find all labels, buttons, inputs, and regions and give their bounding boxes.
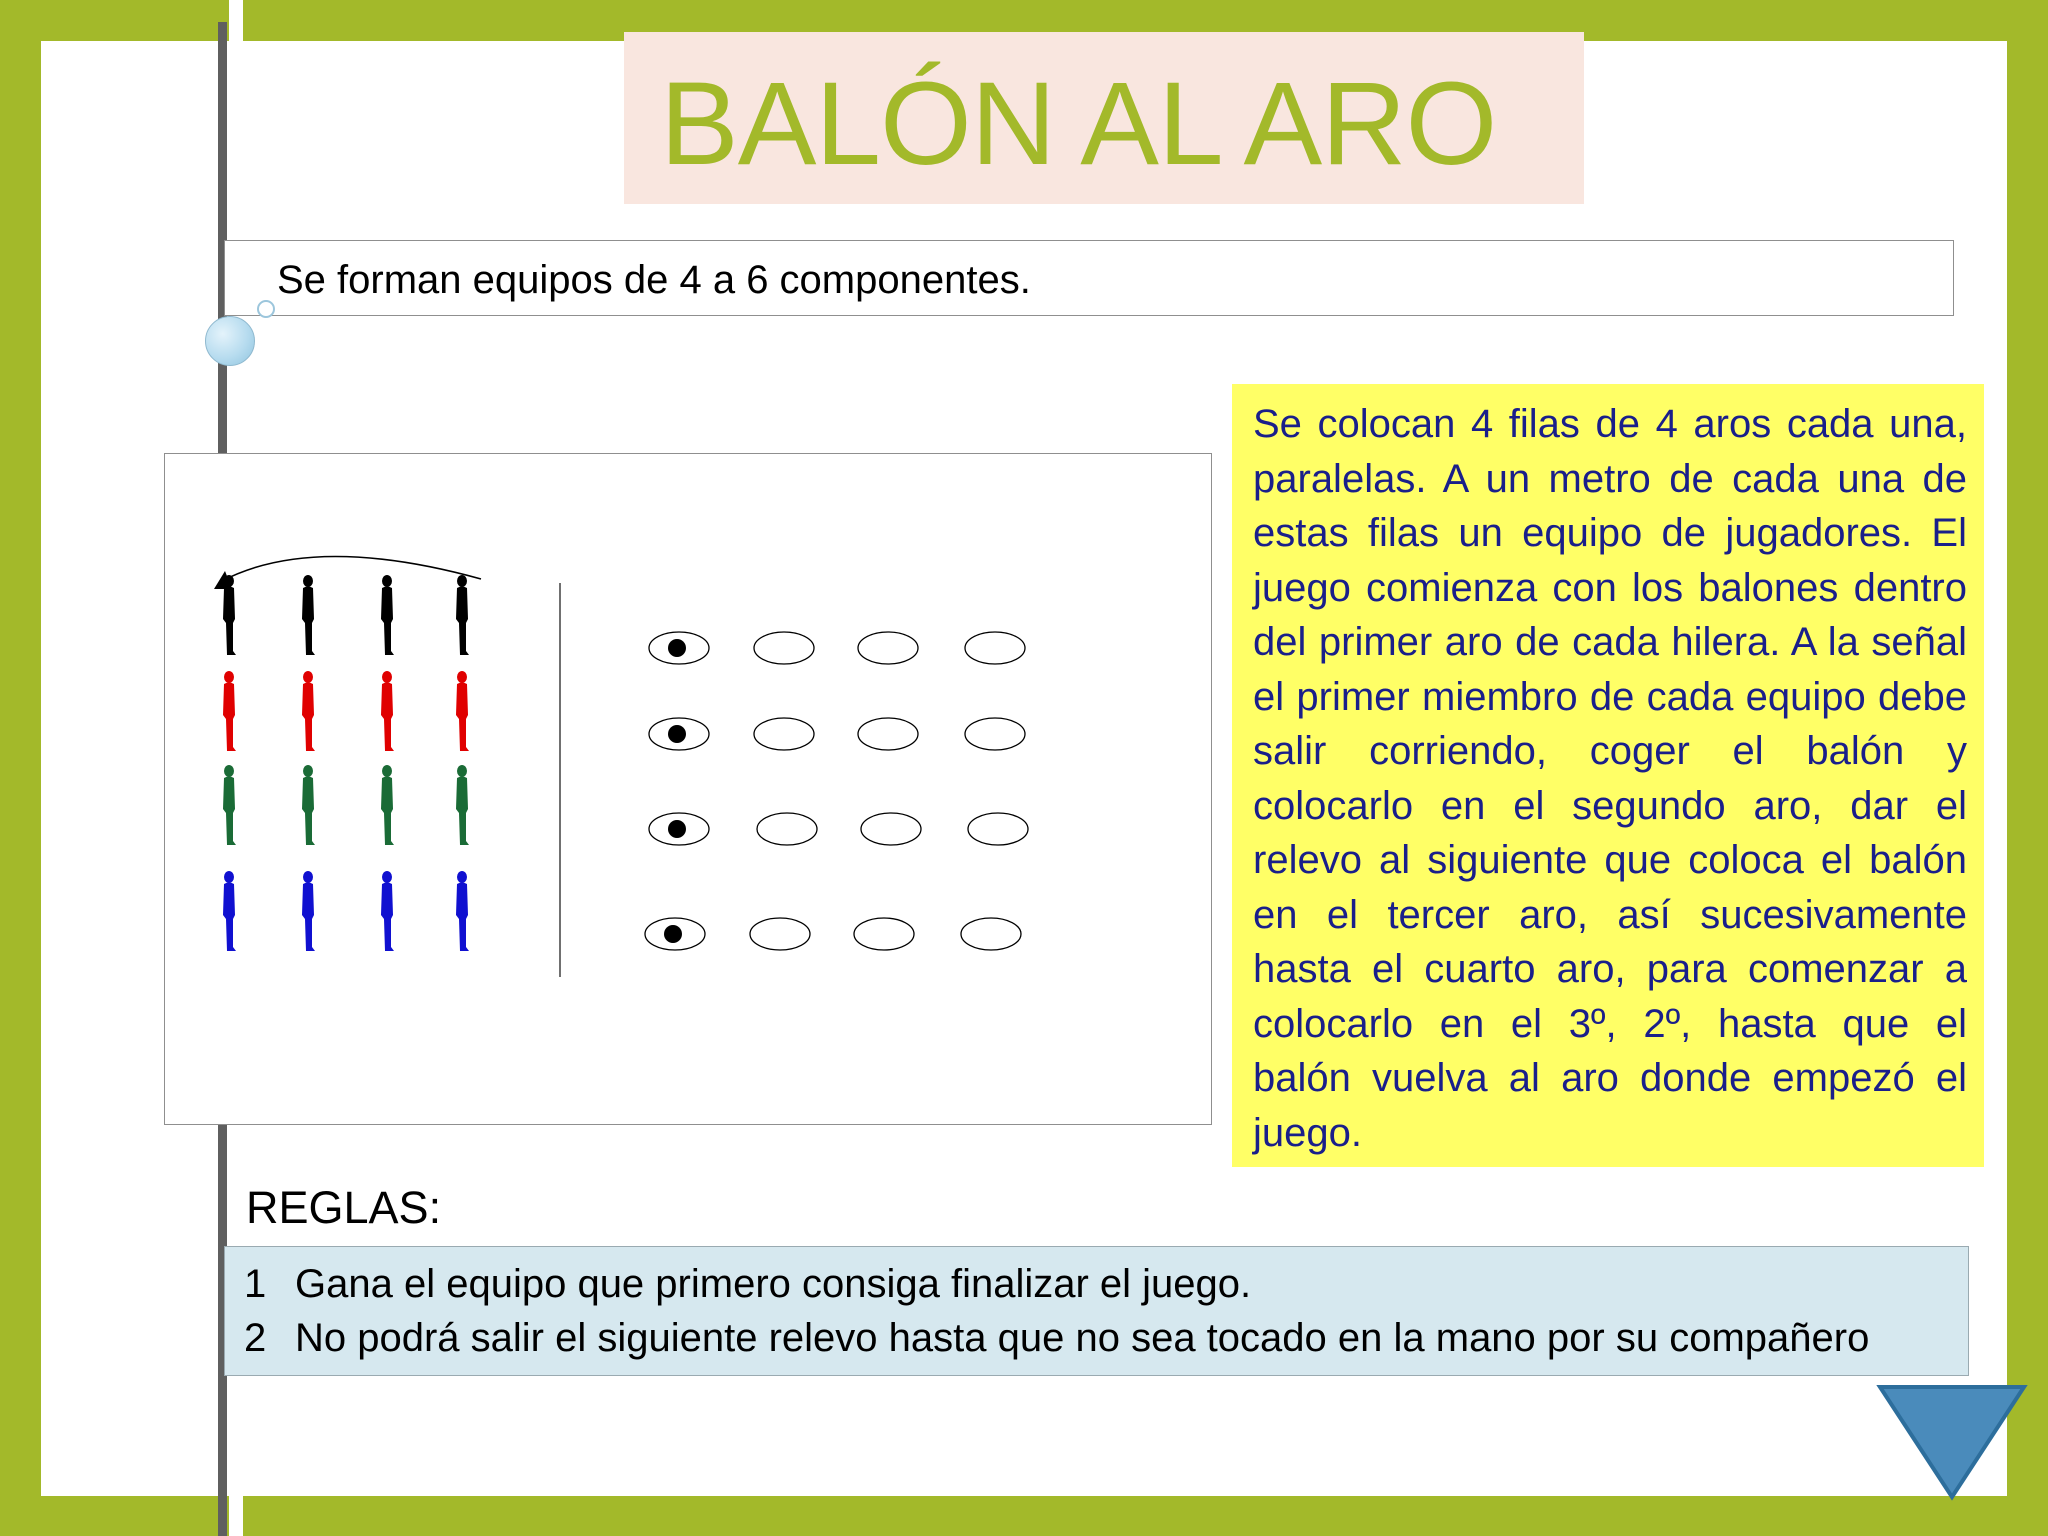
hoop xyxy=(968,813,1028,845)
bubble-icon xyxy=(205,316,255,366)
down-triangle-icon[interactable] xyxy=(1876,1383,2028,1501)
game-diagram xyxy=(164,453,1211,1124)
hoop xyxy=(861,813,921,845)
player-figure xyxy=(456,871,469,951)
page-title: BALÓN AL ARO xyxy=(660,58,1497,190)
rule-item-2 xyxy=(244,1316,1869,1361)
hoop xyxy=(965,718,1025,750)
rule-item-1 xyxy=(244,1262,1251,1307)
player-figure xyxy=(302,575,315,655)
player-figure xyxy=(223,671,236,751)
ball xyxy=(668,820,686,838)
hoop xyxy=(858,718,918,750)
hoop xyxy=(965,632,1025,664)
rule-number: 2 xyxy=(244,1316,267,1360)
player-figure xyxy=(456,671,469,751)
player-figure xyxy=(223,765,236,845)
ball xyxy=(664,925,682,943)
ball xyxy=(668,639,686,657)
small-bubble-icon xyxy=(257,300,275,318)
hoop xyxy=(750,918,810,950)
rule-text: Gana el equipo que primero consiga finalizar el juego. xyxy=(295,1262,1252,1306)
hoop xyxy=(754,718,814,750)
player-figure xyxy=(223,871,236,951)
player-figure xyxy=(381,575,394,655)
hoop xyxy=(754,632,814,664)
description-text: Se colocan 4 filas de 4 aros cada una, paralelas. A un metro de cada una de estas filas un equipo de jugadores. El juego comienza con los balones dentro del primer aro de cada hilera. A la señal el primer miembro de cada equipo debe salir corriendo, coger el balón y colocarlo en el segundo aro, dar el relevo al siguiente que coloca el balón en el tercer aro, así sucesivamente hasta el cuarto aro, para comenzar a colocarlo en el 3º, 2º, hasta que el balón vuelva al aro donde empezó el juego. xyxy=(1253,402,1967,1155)
rule-text: No podrá salir el siguiente relevo hasta que no sea tocado en la mano por su compañero xyxy=(295,1316,1870,1360)
rules-heading: REGLAS: xyxy=(246,1182,442,1233)
hoop xyxy=(858,632,918,664)
player-figure xyxy=(381,871,394,951)
hoop xyxy=(961,918,1021,950)
player-figure xyxy=(302,765,315,845)
player-figure xyxy=(381,765,394,845)
hoop xyxy=(854,918,914,950)
hoop xyxy=(757,813,817,845)
border-notch-top xyxy=(229,0,243,41)
player-figure xyxy=(302,871,315,951)
player-figure xyxy=(381,671,394,751)
ball xyxy=(668,725,686,743)
player-figure xyxy=(456,765,469,845)
rule-number: 1 xyxy=(244,1262,267,1306)
player-figure xyxy=(302,671,315,751)
border-notch-bottom xyxy=(229,1496,243,1536)
relay-arc xyxy=(222,556,481,581)
player-figure xyxy=(456,575,469,655)
intro-text: Se forman equipos de 4 a 6 componentes. xyxy=(277,258,1031,302)
